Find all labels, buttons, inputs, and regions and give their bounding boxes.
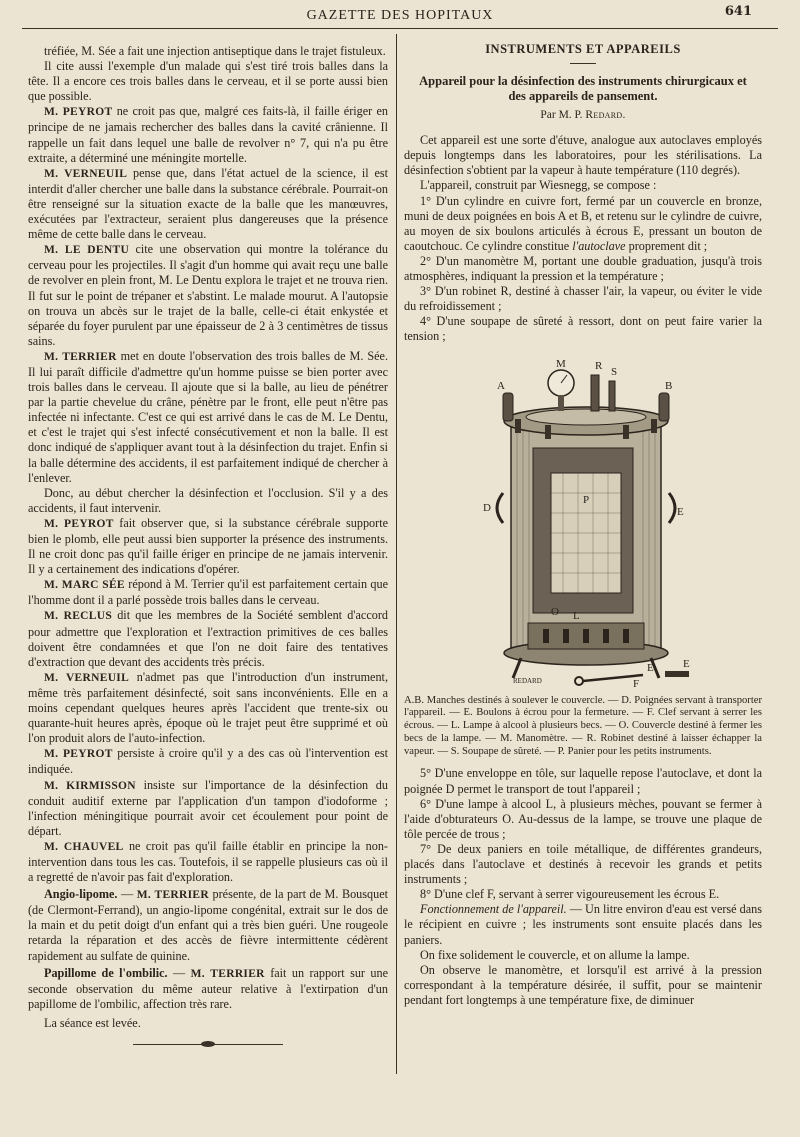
paragraph-text: dit que les membres de la Société semblent d'accord pour admettre que l'exploration et l'extraction primitives de ces balles doivent être condamnées et que l'on ne doit faire des tentatives d'extraction que devant des accidents très précis. (28, 608, 388, 669)
paragraph-text: Donc, au début chercher la désinfection et l'occlusion. S'il y a des accidents, il faut intervenir. (28, 485, 388, 515)
page-header (0, 0, 800, 30)
paragraph-text: fait observer que, si la substance cérébrale supporte bien le plomb, elle peut aussi bien supporter la présence des instruments. Il ne croit donc pas qu'il faille ériger en principe de ne jamais intervenir. Il y a certainement des indications d'opérer. (28, 515, 388, 577)
column-divider (396, 34, 397, 1074)
left-column (28, 44, 388, 1104)
figure-label: B (665, 379, 673, 392)
angio-text: présente, de la part de M. Bousquet (de Clermont-Ferrand), un angio-lipome congénital, extrait sur le dos de la main et du petit doigt d'un enfant qui a très bien guéri. Une rougeole retarda la réparation et des accès de fièvre intermittente cédèrent rapidement au sulfate de quinine. (28, 887, 388, 963)
paragraph-text: tréfiée, M. Sée a fait une injection antiseptique dans le trajet fistuleux. (44, 44, 386, 58)
left-paragraphs (28, 44, 388, 885)
cylinder-text: 1° D'un cylindre en cuivre fort, fermé par un couvercle en bronze, muni de deux poignées en bois A et B, et retenu sur le cylindre de cuivre, au moyen de six boulons articulés à écrous E, pressant un bouton de caoutchouc. Ce cylindre constitue (404, 193, 762, 253)
figure-label: P (583, 493, 590, 506)
left-paragraph (28, 166, 388, 242)
final-paragraph-1: On observe le manomètre, et lorsqu'il est arrivé à la pression correspondant à la température désirée, il suffit, pour se maintenir pendant fort longtemps à une température fixe, de diminuer (404, 962, 762, 1007)
speaker-name: M. MARC SÉE (44, 579, 125, 592)
speaker-name: M. TERRIER (44, 350, 117, 363)
fonctionnement-text: — Un litre environ d'eau est versé dans le récipient en cuivre ; les instruments sont ensuite placés dans les paniers. (404, 902, 762, 947)
papillome-text: fait un rapport sur une seconde observation du même auteur relative à l'extirpation d'un papillome de l'ombilic, affection très rare. (28, 965, 388, 1011)
left-paragraph (28, 746, 388, 777)
figure-label: E (677, 505, 684, 518)
article-title: Appareil pour la désinfection des instruments chirurgicaux et des appareils de pansement. (419, 74, 747, 104)
autoclave-tail: proprement dit ; (625, 238, 708, 253)
figure-label: D (483, 501, 491, 514)
after-paragraph-2: 7° De deux paniers en toile métallique, de différentes grandeurs, placés dans l'autoclave et destinés à recevoir les grands et petits instruments ; (404, 841, 762, 887)
figure-label: E (683, 657, 690, 670)
intro-paragraph-1: L'appareil, construit par Wiesnegg, se compose : (420, 178, 657, 193)
speaker-name: M. VERNEUIL (44, 671, 130, 684)
left-paragraph (28, 778, 388, 839)
intro-paragraph-2 (404, 194, 762, 254)
figure-label: R (595, 359, 603, 372)
after-paragraph-3: 8° D'une clef F, servant à serrer vigoureusement les écrous E. (420, 887, 720, 902)
angio-speaker: M. TERRIER (136, 889, 209, 902)
section-title: INSTRUMENTS ET APPAREILS (485, 42, 681, 56)
fonctionnement-paragraph (404, 902, 762, 947)
left-paragraph (28, 104, 388, 165)
figure-label: F (633, 677, 640, 689)
papillome-dash: — (167, 965, 191, 980)
paragraph-text: ne croit pas que, malgré ces faits-là, il faille ériger en principe de ne jamais rechercher des balles dans la cavité crânienne. Il rappelle un fait dans lequel une balle de revolver n° 7, qui n'a pu être extraite, a déterminé une méningite mortelle. (28, 104, 388, 165)
end-ornament (133, 1041, 283, 1049)
left-paragraph (28, 242, 388, 349)
left-paragraph (28, 486, 388, 516)
left-paragraph (28, 670, 388, 746)
autoclave-illustration (433, 353, 733, 689)
papillome-speaker: M. TERRIER (190, 967, 265, 980)
article-author (404, 108, 762, 123)
author-name: Redard. (585, 109, 626, 122)
papillome-heading: Papillome de l'ombilic. (44, 965, 168, 980)
figure-label: S (611, 365, 618, 378)
paragraph-text: insiste sur l'importance de la désinfection du conduit auditif externe par l'application d'un tampon d'iodoforme ; l'infection méningitique pourrait avoir cet écoulement pour point de départ. (28, 777, 388, 838)
speaker-name: M. LE DENTU (44, 244, 130, 257)
figure-label: L (573, 609, 580, 622)
figure-label: O (551, 605, 559, 618)
paragraph-text: persiste à croire qu'il y a des cas où l'intervention est indiquée. (28, 746, 388, 777)
autoclave-word: l'autoclave (572, 238, 626, 253)
intro-paragraph-3: 2° D'un manomètre M, portant une double graduation, jusqu'à trois atmosphères, indiquant la pression et la température ; (404, 253, 762, 284)
left-paragraph (28, 59, 388, 104)
right-column (404, 40, 762, 1100)
intro-paragraph-5: 4° D'une soupape de sûreté à ressort, dont on peut faire varier la tension ; (404, 314, 762, 344)
figure-caption: A.B. Manches destinés à soulever le couvercle. — D. Poignées servant à transporter l'appareil. — E. Boulons à écrou pour la fermeture. — F. Clef servant à serrer les écrous. — L. Lampe à alcool à plusieurs becs. — O. Couvercle destiné à fermer les becs de la lampe. — M. Manomètre. — R. Robinet destiné à laisser échapper la vapeur. — S. Soupape de sûreté. — P. Panier pour les petits instruments. (404, 694, 762, 757)
page-number: 641 (724, 4, 752, 19)
figure-label: A (497, 379, 505, 392)
paragraph-text: cite une observation qui montre la tolérance du cerveau pour les projectiles. Il s'agit d'un homme qui avait reçu une balle de revolver en plein front, M. Le Dentu explora le trajet et ne trouva rien. Il fut sur le point de trépaner et s'abstint. Le malade mourut. A l'autopsie on trouva un abcès sur le trajet de la balle, celle-ci était enkystée et séparée du foyer purulent par une épaisseur de 2 à 3 centimètres de tissus sains. (28, 242, 388, 348)
paragraph-text: pense que, dans l'état actuel de la science, il est interdit d'aller chercher une balle dans la substance cérébrale. Pourrait-on être renseigné sur la situation exacte de la balle que les manœuvres, exécutées par l'extracteur, seraient plus dangereuses que la présence même de cette balle dans le cerveau. (28, 165, 388, 242)
paragraph-text: n'admet pas que l'introduction d'un instrument, même très parfaitement désinfecté, soit sans inconvénients. Elle en a moins cependant quelques heures après l'accident que trente-six ou quarante-huit heures après, époque où le trajet peut être supprimé et où l'on produit alors de l'auto-infection. (28, 669, 388, 746)
angio-dash: — (117, 887, 137, 902)
left-paragraph (28, 577, 388, 608)
fonctionnement-heading: Fonctionnement de l'appareil. (420, 902, 567, 917)
speaker-name: M. PEYROT (44, 106, 113, 119)
autoclave-engraving-svg (433, 353, 733, 689)
after-paragraph-0: 5° D'une enveloppe en tôle, sur laquelle repose l'autoclave, et dont la poignée D permet le transport de tout l'appareil ; (404, 766, 762, 796)
intro-paragraph-4: 3° D'un robinet R, destiné à chasser l'air, la vapeur, ou éviter le vide du refroidissement ; (404, 284, 762, 314)
paragraph-text: ne croit pas qu'il faille établir en principe la non-intervention dans tous les cas. Toutefois, il se rappelle plusieurs cas où il a regretté de n'avoir pas fait d'exploration. (28, 838, 388, 885)
paragraph-text: met en doute l'observation des trois balles de M. Sée. Il lui paraît difficile d'admettre qu'un homme puisse se bien porter avec trois balles dans le cerveau. Il ajoute que si la balle, au lieu de pénétrer par la partie chevelue du crâne, pénètre par le front, elle peut n'être pas infectée ni infectante. C'est ce qui est arrivé dans le cas de M. Le Dentu, et c'est le trajet qui s'est infecté consécutivement et non la balle. Il est donc indiqué de s'appliquer avant tout à la désinfection du trajet. Enfin si la balle détermine des accidents, il est parfaitement indiqué de chercher à l'enlever. (28, 348, 388, 485)
section-rule (570, 63, 596, 64)
figure-label: M (556, 357, 566, 370)
speaker-name: M. KIRMISSON (44, 779, 136, 792)
left-paragraph (28, 608, 388, 669)
header-rule (22, 28, 778, 29)
journal-title: GAZETTE DES HOPITAUX (306, 8, 494, 23)
speaker-name: M. RECLUS (44, 610, 113, 623)
speaker-name: M. PEYROT (44, 748, 113, 761)
paragraph-text: répond à M. Terrier qu'il est parfaitement certain que l'homme dont il a parlé possède trois balles dans le cerveau. (28, 577, 388, 608)
left-paragraph (28, 44, 388, 59)
intro-paragraph-0: Cet appareil est une sorte d'étuve, analogue aux autoclaves employés depuis longtemps dans les laboratoires, pour les stérilisations. La désinfection s'obtient par la vapeur à haute température (110 degrés). (404, 133, 762, 178)
after-paragraph-1: 6° D'une lampe à alcool L, à plusieurs mèches, pouvant se fermer à l'aide d'obturateurs O. Au-dessus de la lampe, se trouve une plaque de tôle percée de trous ; (404, 796, 762, 841)
figure-label: E (647, 661, 654, 674)
author-prefix: Par M. P. (540, 109, 586, 122)
speaker-name: M. PEYROT (44, 517, 114, 530)
final-paragraph-0: On fixe solidement le couvercle, et on allume la lampe. (420, 947, 690, 962)
engraver-signature: REDARD (513, 676, 542, 685)
angio-heading: Angio-lipome. (44, 887, 118, 902)
paragraph-text: Il cite aussi l'exemple d'un malade qui s'est tiré trois balles dans la tête. Il a encore ces trois balles dans le cerveau, et il se porte aussi bien que possible. (28, 59, 388, 104)
speaker-name: M. CHAUVEL (44, 840, 124, 853)
closing-line: La séance est levée. (44, 1015, 141, 1030)
left-paragraph (28, 839, 388, 885)
left-paragraph (28, 516, 388, 577)
speaker-name: M. VERNEUIL (44, 167, 128, 180)
papillome-paragraph (28, 966, 388, 1012)
angio-lipome-paragraph (28, 887, 388, 963)
left-paragraph (28, 349, 388, 486)
